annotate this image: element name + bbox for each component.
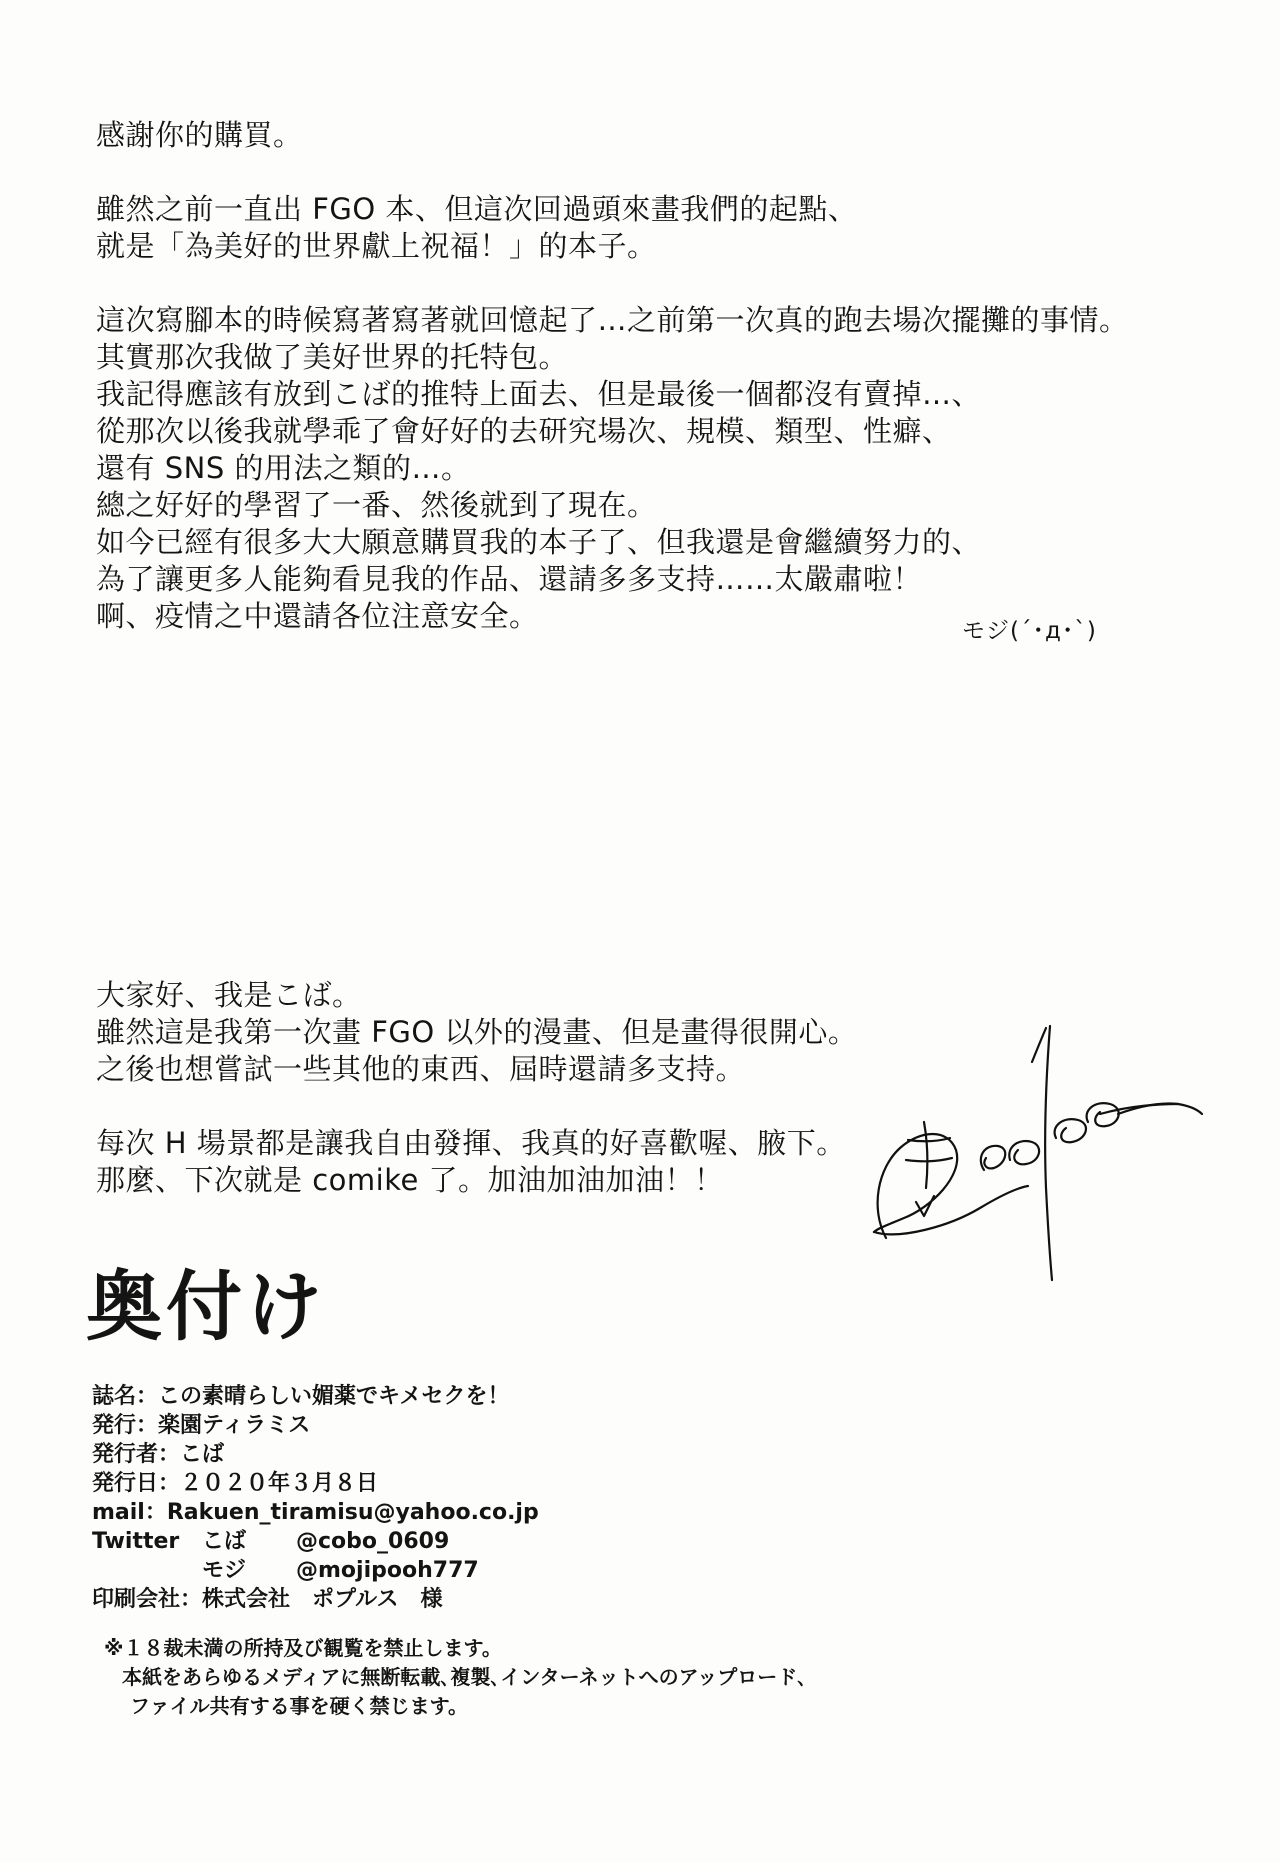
colophon-row: 発行者：こば — [92, 1442, 225, 1467]
letter-line: 其實那次我做了美好世界的托特包。 — [96, 340, 569, 374]
letter-line: 就是「為美好的世界獻上祝福！」的本子。 — [96, 229, 657, 263]
colophon-details — [92, 1382, 539, 1614]
letter-line: 雖然這是我第一次畫 FGO 以外的漫畫、但是畫得很開心。 — [96, 1015, 858, 1049]
moji-signoff: モジ(´･д･`) — [962, 618, 1097, 644]
colophon-row: 発行：楽園ティラミス — [92, 1413, 311, 1438]
letter-line: 啊、疫情之中還請各位注意安全。 — [96, 599, 539, 633]
notice-line: ※１８裁未満の所持及び観覧を禁止します。 — [104, 1636, 502, 1660]
letter-line: 從那次以後我就學乖了會好好的去研究場次、規模、類型、性癖、 — [96, 414, 952, 448]
legal-notice — [104, 1634, 807, 1721]
twitter-row — [92, 1527, 539, 1556]
signature-image — [860, 1018, 1210, 1298]
letter-spacer — [96, 154, 1129, 191]
letter-spacer — [96, 265, 1129, 302]
twitter-row — [92, 1556, 539, 1585]
letter-line: 之後也想嘗試一些其他的東西、屆時還請多支持。 — [96, 1052, 746, 1086]
moji-afterword — [96, 117, 1129, 635]
letter-line: 大家好、我是こば。 — [96, 978, 362, 1012]
notice-line: ファイル共有する事を硬く禁じます。 — [130, 1694, 468, 1718]
twitter-label: Twitter — [92, 1529, 180, 1554]
letter-line: 感謝你的購買。 — [96, 118, 303, 152]
letter-line: 我記得應該有放到こば的推特上面去、但是最後一個都沒有賣掉…、 — [96, 377, 982, 411]
colophon-printer: 印刷会社：株式会社 ポプルス 様 — [92, 1587, 443, 1612]
letter-line: 為了讓更多人能夠看見我的作品、還請多多支持……太嚴肅啦！ — [96, 562, 923, 596]
koba-afterword — [96, 977, 857, 1199]
colophon-title: 奥付け — [86, 1262, 326, 1351]
colophon-row: 誌名：この素晴らしい媚薬でキメセクを！ — [92, 1384, 510, 1409]
letter-line: 這次寫腳本的時候寫著寫著就回憶起了…之前第一次真的跑去場次擺攤的事情。 — [96, 303, 1129, 337]
letter-line: 每次 H 場景都是讓我自由發揮、我真的好喜歡喔、腋下。 — [96, 1126, 846, 1160]
letter-line: 那麼、下次就是 comike 了。加油加油加油！！ — [96, 1163, 724, 1197]
twitter-handle: @mojipooh777 — [296, 1558, 479, 1583]
letter-line: 如今已經有很多大大願意購買我的本子了、但我還是會繼續努力的、 — [96, 525, 982, 559]
letter-spacer — [96, 1088, 857, 1125]
colophon-row: mail：Rakuen_tiramisu@yahoo.co.jp — [92, 1500, 539, 1525]
letter-line: 總之好好的學習了一番、然後就到了現在。 — [96, 488, 657, 522]
notice-line: 本紙をあらゆるメディアに無断転載､複製､インターネットへのアップロード､ — [122, 1665, 808, 1689]
twitter-handle: @cobo_0609 — [296, 1529, 450, 1554]
letter-line: 雖然之前一直出 FGO 本、但這次回過頭來畫我們的起點、 — [96, 192, 858, 226]
colophon-row: 発行日：２０２０年３月８日 — [92, 1471, 379, 1496]
twitter-account-name: モジ — [202, 1558, 247, 1583]
twitter-account-name: こば — [202, 1529, 247, 1554]
letter-line: 還有 SNS 的用法之類的…。 — [96, 451, 471, 485]
